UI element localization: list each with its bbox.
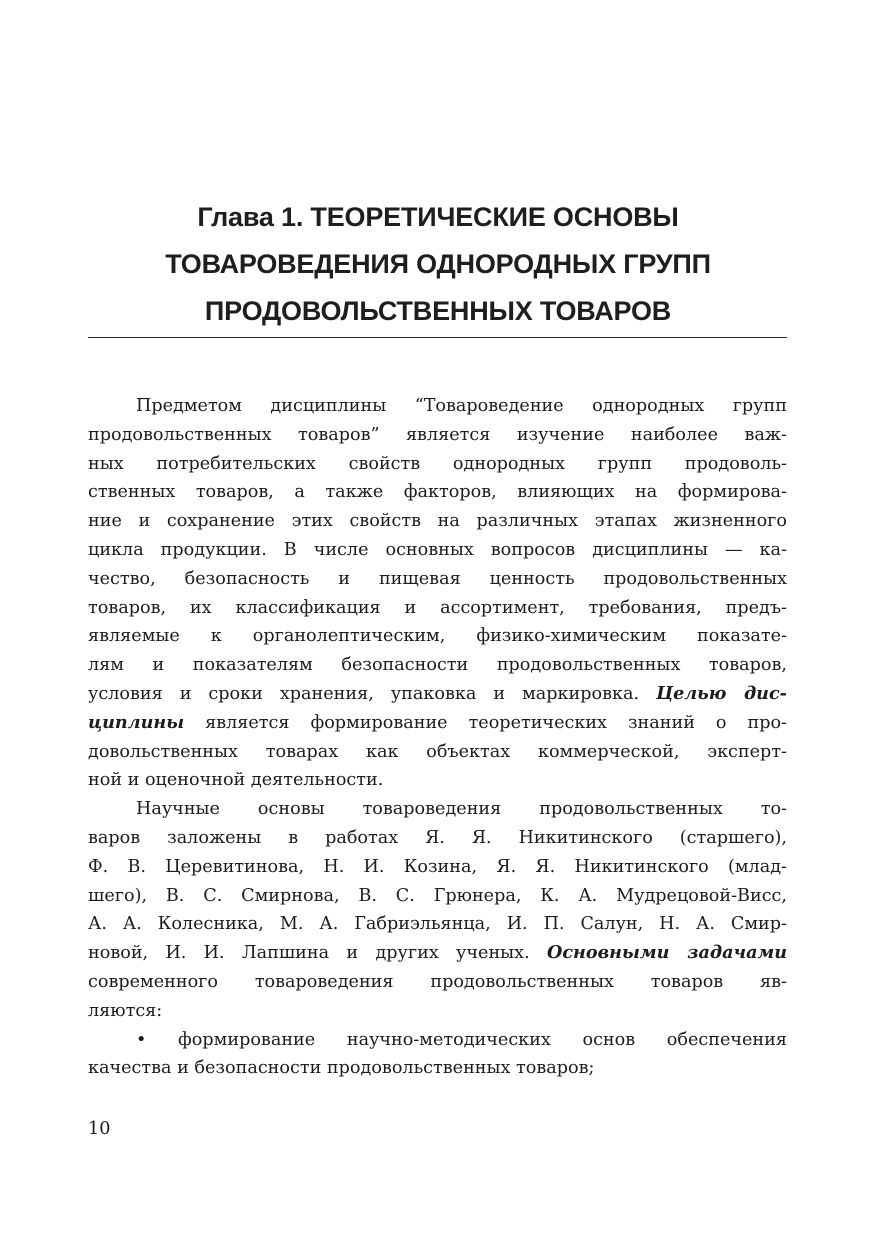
- text-line: ляются:: [88, 1000, 163, 1021]
- page-number: 10: [88, 1119, 111, 1139]
- text-line: [88, 939, 787, 968]
- text-line: лям и показателям безопасности продовольственных товаров,: [88, 655, 787, 676]
- text-run: является формирование теоретических знаний о про-: [184, 712, 787, 733]
- text-line: шего), В. С. Смирнова, В. С. Грюнера, К. А. Мудрецовой-Висс,: [88, 885, 787, 906]
- chapter-title-line: Глава 1. ТЕОРЕТИЧЕСКИЕ ОСНОВЫ: [197, 202, 679, 232]
- text-line: [88, 680, 787, 709]
- text-line: [88, 709, 787, 738]
- text-line: являемые к органолептическим, физико-химическим показате-: [88, 626, 787, 647]
- text-line: ной и оценочной деятельности.: [88, 770, 384, 791]
- text-line: продовольственных товаров” является изучение наиболее важ-: [88, 424, 787, 445]
- text-line: ние и сохранение этих свойств на различных этапах жизненного: [88, 511, 787, 532]
- text-line: цикла продукции. В числе основных вопросов дисциплины — ка-: [88, 539, 787, 560]
- bullet-item-line: качества и безопасности продовольственных товаров;: [88, 1058, 595, 1079]
- emphasis-text: циплины: [88, 711, 185, 733]
- bullet-item-line: • формирование научно-методических основ обеспечения: [136, 1029, 787, 1050]
- chapter-title-line: ПРОДОВОЛЬСТВЕННЫХ ТОВАРОВ: [204, 296, 672, 326]
- text-line: варов заложены в работах Я. Я. Никитинского (старшего),: [88, 827, 787, 848]
- emphasis-text: Основными задачами: [547, 942, 788, 964]
- text-line: довольственных товарах как объектах коммерческой, эксперт-: [88, 741, 787, 762]
- title-divider: [88, 337, 787, 338]
- emphasis-text: Целью дис-: [656, 682, 787, 704]
- chapter-title-line: ТОВАРОВЕДЕНИЯ ОДНОРОДНЫХ ГРУПП: [165, 249, 711, 279]
- text-run: условия и сроки хранения, упаковка и маркировка.: [88, 683, 657, 704]
- text-line: Научные основы товароведения продовольственных то-: [136, 799, 787, 820]
- text-line: товаров, их классификация и ассортимент, требования, предъ-: [88, 597, 787, 618]
- text-line: А. А. Колесника, М. А. Габриэльянца, И. П. Салун, Н. А. Смир-: [88, 914, 787, 935]
- text-line: современного товароведения продовольственных товаров яв-: [88, 971, 787, 992]
- text-line: ных потребительских свойств однородных групп продоволь-: [88, 453, 787, 474]
- text-line: Ф. В. Церевитинова, Н. И. Козина, Я. Я. Никитинского (млад-: [88, 856, 787, 877]
- text-run: новой, И. И. Лапшина и других ученых.: [88, 943, 548, 964]
- chapter-title: [88, 194, 788, 335]
- text-line: ственных товаров, а также факторов, влияющих на формирова-: [88, 482, 787, 503]
- body-text: [88, 392, 787, 1083]
- text-line: Предметом дисциплины “Товароведение однородных групп: [136, 396, 787, 416]
- text-line: чество, безопасность и пищевая ценность продовольственных: [88, 568, 787, 589]
